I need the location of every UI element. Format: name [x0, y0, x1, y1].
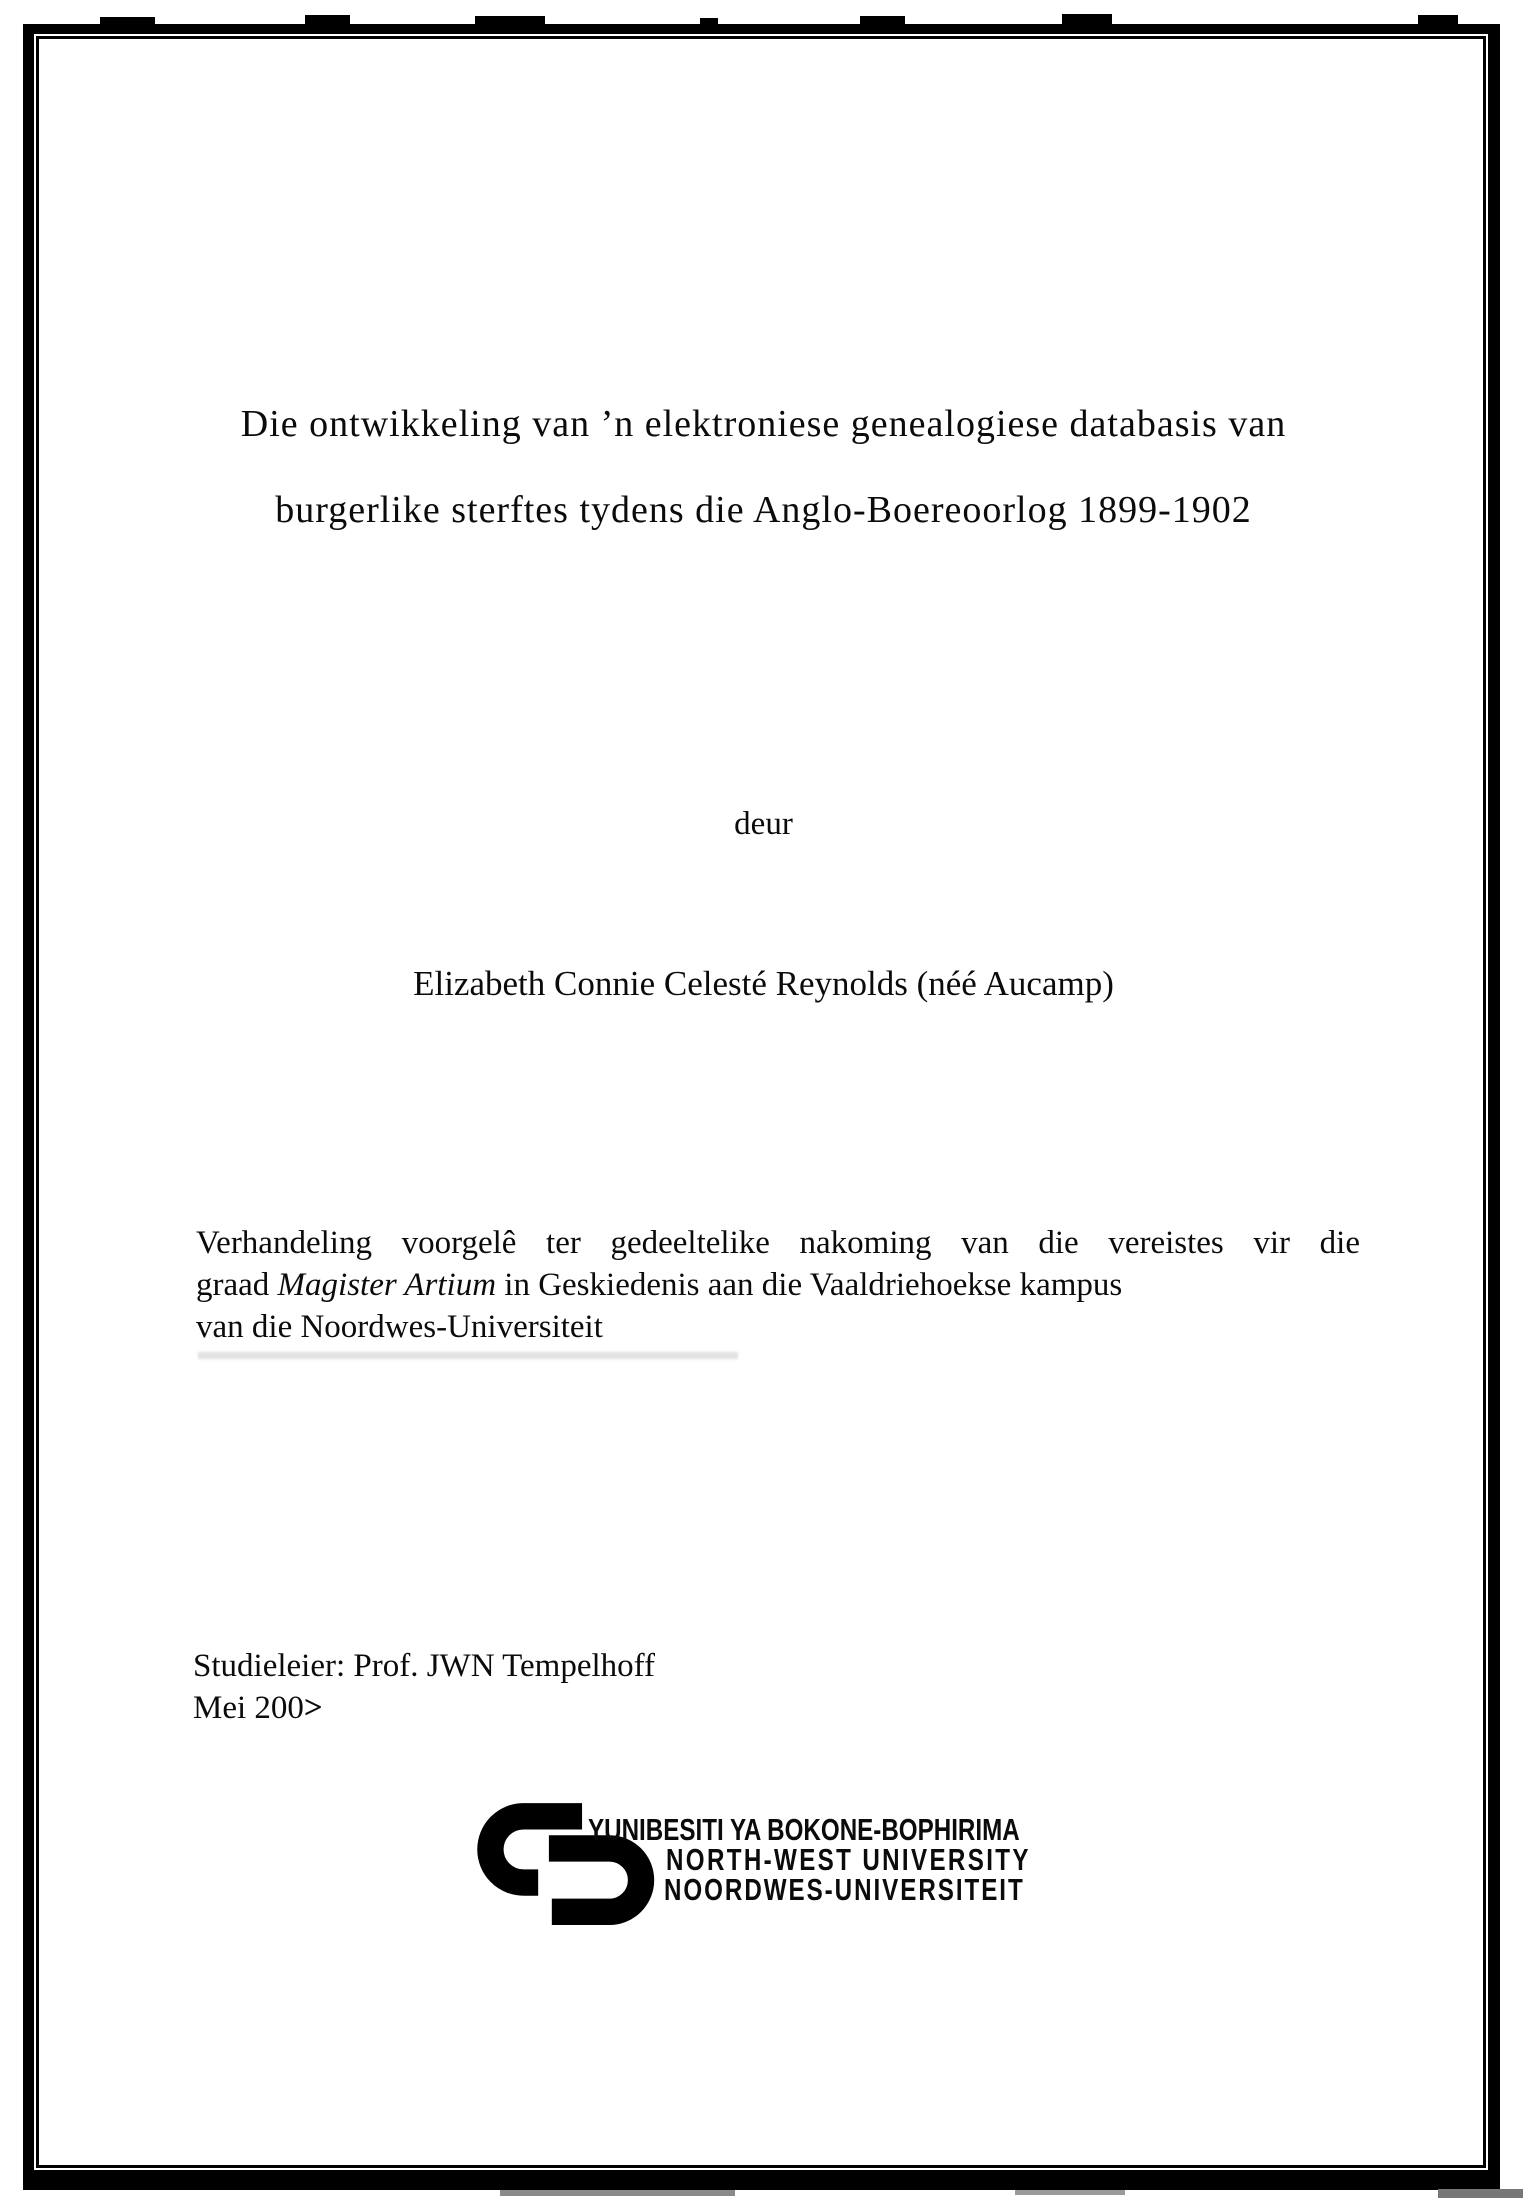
scan-artifact: [100, 17, 155, 25]
supervisor-block: [193, 1645, 655, 1729]
thesis-title-line-2: burgerlike sterftes tydens die Anglo-Boereoorlog 1899-1902: [275, 489, 1252, 531]
degree-statement-line-2: [196, 1264, 1360, 1306]
date-text: Mei 200: [193, 1690, 304, 1726]
degree-statement-line-3: van die Noordwes-Universiteit: [196, 1309, 603, 1345]
date-line: [193, 1687, 655, 1729]
logo-text-setswana: YUNIBESITI YA BOKONE-BOPHIRIMA: [588, 1812, 1020, 1847]
scan-artifact: [500, 2190, 735, 2196]
scan-artifact: [1438, 2189, 1523, 2198]
scan-artifact: [1015, 2190, 1125, 2195]
date-degraded-digit: >: [303, 1690, 321, 1726]
byline: deur: [734, 806, 793, 842]
logo-text-afrikaans: NOORDWES-UNIVERSITEIT: [664, 1872, 1025, 1907]
statement-line2-pre: graad: [196, 1267, 278, 1303]
scan-artifact: [305, 15, 350, 24]
degree-statement: [196, 1222, 1360, 1348]
scan-artifact: [475, 16, 545, 24]
scan-artifact: [700, 18, 718, 24]
scan-artifact: [860, 16, 905, 24]
degree-name-italic: Magister Artium: [277, 1267, 497, 1303]
author-name: Elizabeth Connie Celesté Reynolds (néé Aucamp): [413, 964, 1114, 1003]
scan-artifact: [1418, 15, 1458, 24]
statement-line2-post: in Geskiedenis aan die Vaaldriehoekse kampus: [496, 1267, 1123, 1303]
scan-artifact: [1062, 14, 1112, 24]
thesis-title-line-1: Die ontwikkeling van ’n elektroniese genealogiese databasis van: [240, 403, 1287, 445]
scan-artifact: [198, 1352, 738, 1359]
logo-text-english: NORTH-WEST UNIVERSITY: [666, 1842, 1031, 1877]
supervisor-line: Studieleier: Prof. JWN Tempelhoff: [193, 1648, 656, 1684]
degree-statement-line-1: Verhandeling voorgelê ter gedeeltelike nakoming van die vereistes vir die: [196, 1225, 1360, 1261]
